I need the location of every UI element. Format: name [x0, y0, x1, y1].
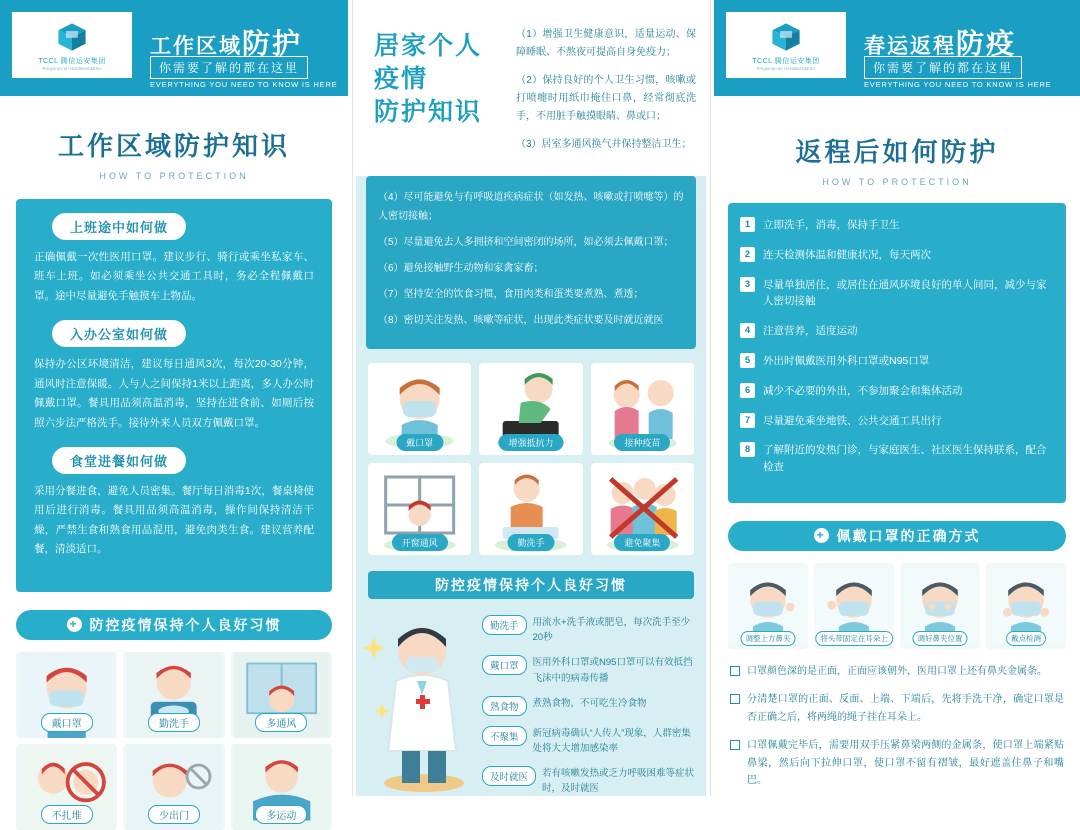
tip-seek-medical [482, 766, 700, 796]
logo-text-cn: TCCL 腾信运安集团 [38, 57, 106, 65]
icon-caption-immunity: 增强抵抗力 [498, 434, 563, 451]
bullet-square-icon-3 [730, 740, 740, 750]
step-row-4 [740, 323, 1054, 340]
panel2-guideline-8: （8）密切关注发热、咳嗽等症状，出现此类症状要及时就近就医 [378, 315, 664, 326]
step-number-4: 4 [740, 323, 755, 338]
step-text-3: 尽量单独居住，或居住在通风环境良好的单人间同，减少与家人密切接触 [763, 278, 1047, 308]
step-row-8 [740, 442, 1054, 476]
step-number-8: 8 [740, 442, 755, 457]
tip-text-nogather: 新冠病毒确认“人传人”现象，人群密集处将大大增加感染率 [532, 727, 691, 754]
tip-label-medical: 及时就医 [482, 766, 536, 786]
section-text-commute: 正确佩戴一次性医用口罩。建议步行、骑行或乘坐私家车、班车上班。如必须乘坐公共交通工具时，务必全程佩戴口罩。途中尽量避免手触摸车上物品。 [34, 251, 314, 302]
mask-step-caption-1: 调整上方鼻夹 [741, 631, 796, 646]
habit-caption-nogather: 不扎堆 [41, 805, 93, 824]
icon-cell-window [368, 463, 471, 555]
icon-cell-vaccine [591, 363, 694, 455]
panel2-title-line-3: 防护知识 [374, 98, 483, 126]
tip-label-wash: 勤洗手 [482, 615, 527, 635]
icon-cell-immunity [479, 363, 582, 455]
step-row-7 [740, 413, 1054, 430]
step-number-5: 5 [740, 353, 755, 368]
habit-cell-mask [16, 652, 117, 738]
panel-divider-2 [710, 0, 711, 796]
section-heading-canteen: 食堂进餐如何做 [52, 447, 186, 474]
note-text-2: 分清楚口罩的正面、反面、上端、下端后，先将手洗干净，确定口罩是否正确之后，将两绳的绳子挂在耳朵上。 [747, 694, 1064, 723]
panel3-header-title-left: 春运返程 [864, 35, 956, 58]
section-text-office: 保持办公区环境清洁，建议每日通风3次，每次20-30分钟，通风时注意保暖。人与人之间保持1米以上距离，多人办公时佩戴口罩。餐具用品须高温消毒，坚持在进食前、如厕后按照六步法严格洗手。接待外来人员双方佩戴口罩。 [34, 358, 314, 429]
bullet-square-icon-1 [730, 666, 740, 676]
tip-text-mask: 医用外科口罩或N95口罩可以有效抵挡飞沫中的病毒传播 [532, 657, 693, 684]
section-text-canteen: 采用分餐进食，避免人员密集。餐厅每日消毒1次，餐桌椅使用后进行消毒。餐具用品须高温消毒，操作间保持清洁干燥，严禁生食和熟食用品混用，避免肉类生食。建议营养配餐，清淡适口。 [34, 484, 314, 556]
step-number-6: 6 [740, 383, 755, 398]
tip-wear-mask [482, 655, 700, 685]
section-heading-commute: 上班途中如何做 [52, 213, 186, 240]
panel1-title: 工作区域防护知识 [57, 131, 290, 161]
panel3-header-title-big: 防疫 [956, 28, 1017, 59]
habit-caption-stayhome: 少出门 [148, 805, 200, 824]
panel1-habit-bar [16, 610, 332, 640]
panel3-title: 返程后如何防护 [795, 137, 999, 167]
icon-cell-nogather [591, 463, 694, 555]
habit-cell-ventilate [231, 652, 332, 738]
panel-workplace [0, 0, 348, 822]
tip-text-wash: 用流水+洗手液或肥皂，每次洗手至少20秒 [532, 617, 691, 644]
step-row-5 [740, 353, 1054, 370]
step-row-6 [740, 383, 1054, 400]
habit-cell-stayhome [123, 744, 224, 830]
panel2-intro-list [516, 26, 696, 164]
mask-step-caption-4: 戴点检测 [1006, 631, 1046, 646]
step-text-1: 立即洗手，消毒，保持手卫生 [763, 219, 900, 231]
panel1-header-title-left: 工作区域 [150, 35, 242, 58]
step-text-5: 外出时佩戴医用外科口罩或N95口罩 [763, 354, 930, 367]
panel1-header-english: EVERYTHING YOU NEED TO KNOW IS HERE [150, 80, 338, 89]
step-text-6: 减少不必要的外出，不参加聚会和集体活动 [763, 384, 963, 397]
mask-step-cell-3 [900, 563, 980, 649]
habit-cell-wash [123, 652, 224, 738]
habit-caption-mask: 戴口罩 [41, 713, 93, 732]
tip-label-food: 熟食物 [482, 696, 527, 716]
panel2-guideline-6: （6）避免接触野生动物和家禽家畜； [378, 263, 544, 274]
panel1-header-title-big: 防护 [242, 28, 303, 59]
step-text-8: 了解附近的发热门诊，与家庭医生、社区医生保持联系，配合检查 [763, 444, 1047, 474]
icon-caption-handwash: 勤洗手 [507, 534, 554, 551]
tip-label-mask: 戴口罩 [482, 655, 527, 675]
step-text-4: 注意营养，适度运动 [763, 325, 858, 338]
panel2-title-line-1: 居家个人 [374, 32, 483, 60]
step-number-3: 3 [740, 277, 755, 292]
logo-text-cn-2: TCCL 腾信运安集团 [752, 57, 820, 65]
note-1 [730, 663, 1064, 681]
panel3-header-english: EVERYTHING YOU NEED TO KNOW IS HERE [864, 80, 1052, 89]
bullet-square-icon-2 [730, 694, 740, 704]
illustration-doctor [362, 607, 482, 797]
panel2-guidelines-box [366, 176, 696, 349]
tip-text-food: 煮熟食物，不可吃生冷食物 [532, 697, 647, 709]
mask-step-cell-4 [986, 563, 1066, 649]
step-text-2: 连天检测体温和健康状况，每天两次 [763, 248, 931, 261]
note-2 [730, 691, 1064, 726]
panel3-steps-card [728, 203, 1066, 503]
panel1-habit-grid [16, 652, 332, 830]
tip-cooked-food [482, 696, 700, 716]
icon-cell-handwash [479, 463, 582, 555]
icon-caption-nogather: 避免聚集 [614, 534, 670, 551]
panel1-header-subtitle: 你需要了解的都在这里 [150, 56, 308, 79]
panel2-guideline-7: （7）坚持安全的饮食习惯，食用肉类和蛋类要煮熟、煮透； [378, 289, 644, 300]
cube-logo-icon-2 [769, 20, 803, 54]
tip-wash-hands [482, 615, 700, 645]
step-number-1: 1 [740, 217, 755, 232]
step-text-7: 尽量避免乘坐地铁、公共交通工具出行 [763, 414, 942, 427]
panel3-notes [730, 663, 1064, 790]
panel2-icon-grid [368, 363, 694, 555]
tip-no-gathering [482, 726, 700, 756]
mask-step-caption-3: 调好鼻夹位置 [913, 631, 968, 646]
panel2-habit-bar: 防控疫情保持个人良好习惯 [368, 571, 694, 599]
panel2-guideline-5: （5）尽量避免去人多拥挤和空间密闭的场所，如必须去佩戴口罩； [378, 237, 674, 248]
plus-icon-2: + [814, 528, 829, 543]
panel2-intro-item-2: （2）保持良好的个人卫生习惯，咳嗽或打喷嚏时用纸巾掩住口鼻，经常彻底洗手，不用脏手触摸眼睛、鼻或口； [516, 75, 696, 122]
panel-divider-1 [352, 0, 353, 796]
tip-text-medical: 若有咳嗽发热或乏力呼吸困难等症状时，及时就医 [542, 768, 695, 795]
panel1-title-en: HOW TO PROTECTION [99, 171, 249, 181]
panel3-header-subtitle: 你需要了解的都在这里 [864, 56, 1022, 79]
panel2-tips-row [362, 607, 700, 807]
logo-text-en: Tengxinyu'an Hardware&Elec [42, 65, 102, 71]
mask-step-cell-2 [814, 563, 894, 649]
panel2-guideline-4: （4）尽可能避免与有呼吸道疾病症状（如发热、咳嗽或打喷嚏等）的人密切接触； [378, 192, 684, 222]
cube-logo-icon [55, 20, 89, 54]
panel2-intro-item-3: （3）居室多通风换气并保持整洁卫生； [516, 139, 692, 150]
step-row-2 [740, 247, 1054, 264]
panel3-title-en: HOW TO PROTECTION [822, 177, 972, 187]
icon-caption-mask: 戴口罩 [396, 434, 443, 451]
step-number-2: 2 [740, 247, 755, 262]
mask-step-cell-1 [728, 563, 808, 649]
logo-text-en-2: Tengxinyu'an Hardware&Elec [756, 65, 816, 71]
step-row-3 [740, 277, 1054, 311]
note-text-1: 口罩颜色深的是正面，正面应该朝外，医用口罩上还有鼻夹金属条。 [747, 665, 1047, 677]
panel1-header [0, 0, 348, 96]
panel2-header [356, 0, 706, 176]
panel3-header [714, 0, 1080, 96]
panel1-content-card [16, 199, 332, 592]
panel3-mask-bar-label: 佩戴口罩的正确方式 [836, 527, 981, 544]
habit-caption-wash: 勤洗手 [148, 713, 200, 732]
step-row-1 [740, 217, 1054, 234]
panel-return-travel [714, 0, 1080, 796]
panel-home [356, 0, 706, 796]
panel2-title-line-2: 疫情 [374, 65, 429, 93]
habit-caption-ventilate: 多通风 [255, 713, 307, 732]
section-heading-office: 入办公室如何做 [52, 320, 186, 347]
company-logo-2 [726, 12, 846, 78]
panel2-tips-list [482, 607, 700, 807]
panel2-intro-item-1: （1）增强卫生健康意识，适量运动、保障睡眠、不熬夜可提高自身免疫力； [516, 29, 696, 58]
panel1-habit-bar-label: 防控疫情保持个人良好习惯 [89, 616, 282, 633]
plus-icon: + [67, 617, 82, 632]
tip-label-nogather: 不聚集 [482, 726, 527, 746]
note-3 [730, 737, 1064, 790]
habit-cell-nogather [16, 744, 117, 830]
panel2-title [374, 30, 482, 129]
icon-cell-mask [368, 363, 471, 455]
icon-caption-vaccine: 接种疫苗 [614, 434, 670, 451]
icon-caption-window: 开窗通风 [392, 534, 448, 551]
step-number-7: 7 [740, 413, 755, 428]
doctor-illustration [362, 607, 482, 807]
habit-caption-exercise: 多运动 [255, 805, 307, 824]
mask-step-caption-2: 将头带固定在耳朵上 [815, 631, 893, 646]
panel3-mask-steps-grid [728, 563, 1066, 649]
habit-cell-exercise [231, 744, 332, 830]
company-logo [12, 12, 132, 78]
note-text-3: 口罩佩戴完毕后，需要用双手压紧鼻梁两侧的金属条，使口罩上端紧贴鼻梁，然后向下拉伸口罩，使口罩不留有褶皱，最好遮盖住鼻子和嘴巴。 [747, 740, 1064, 787]
panel3-mask-bar [728, 521, 1066, 551]
